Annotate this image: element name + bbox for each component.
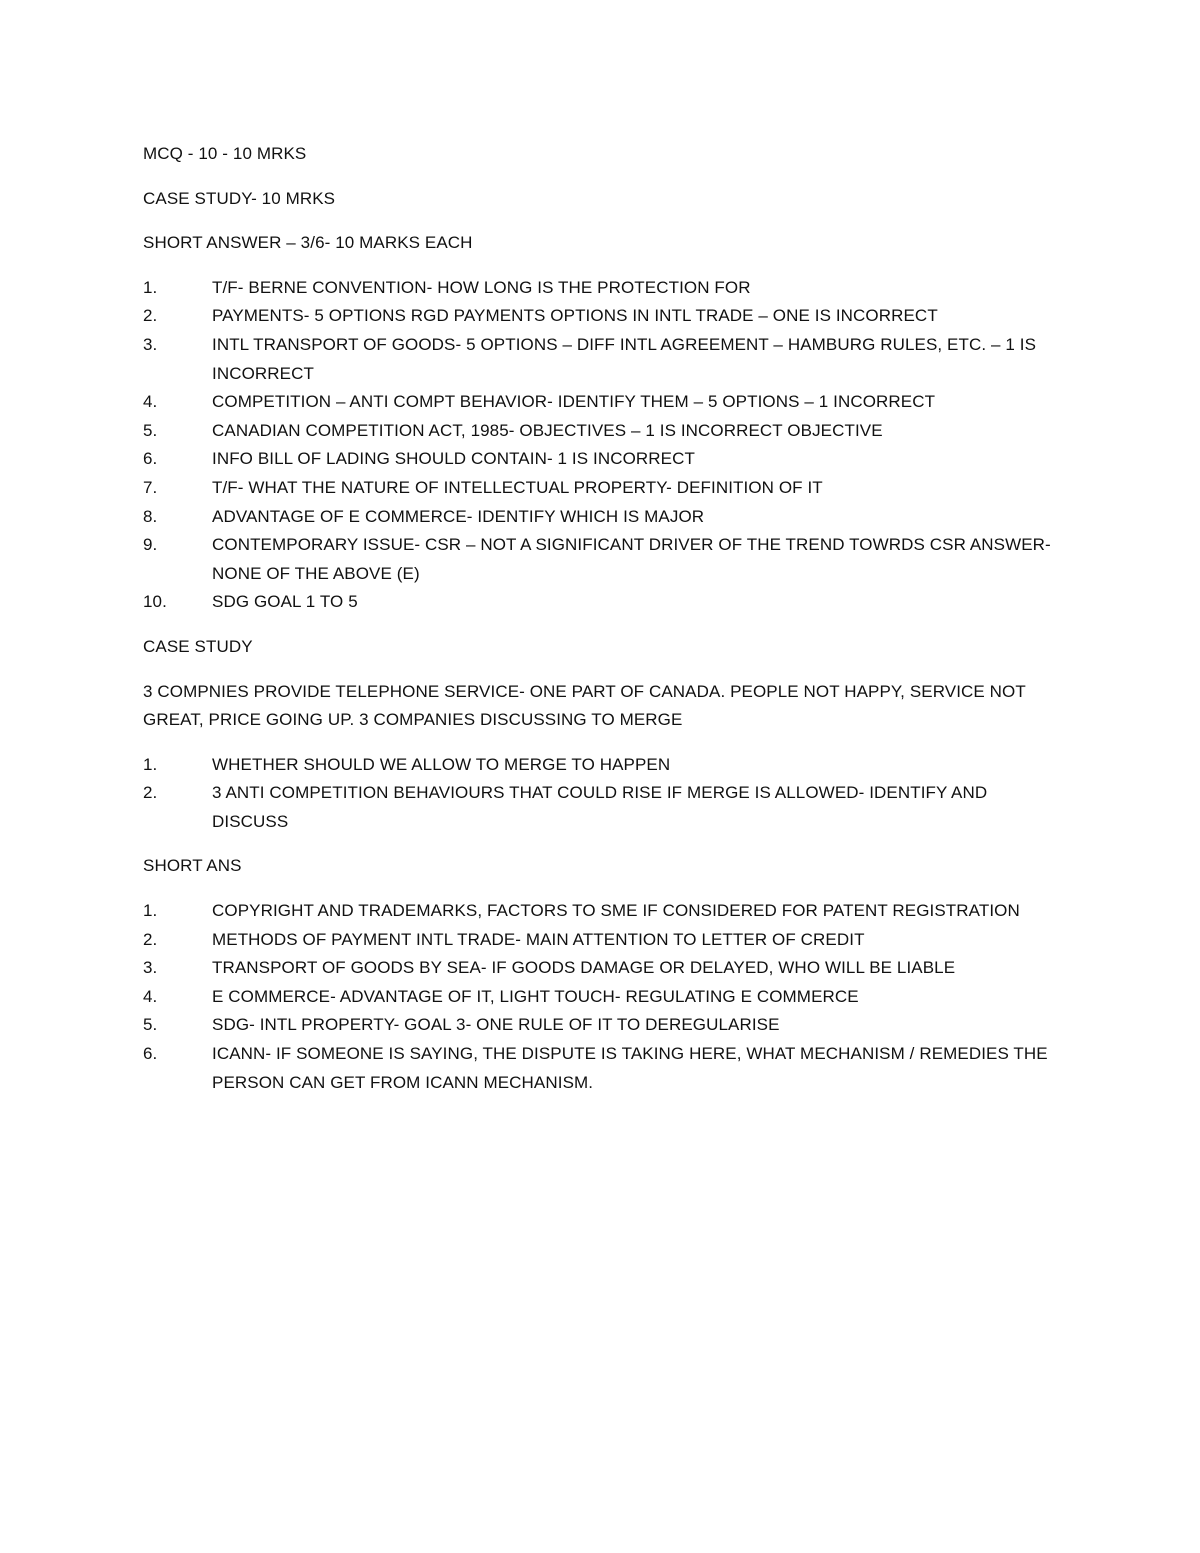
- case-study-marks-line: CASE STUDY- 10 MRKS: [143, 188, 336, 208]
- list-item-text: PAYMENTS- 5 OPTIONS RGD PAYMENTS OPTIONS IN INTL TRADE – ONE IS INCORRECT: [212, 306, 938, 326]
- mcq-list-item: [143, 503, 1053, 532]
- list-number: 7.: [143, 477, 158, 497]
- list-number: 2.: [143, 306, 158, 326]
- list-item-text: METHODS OF PAYMENT INTL TRADE- MAIN ATTENTION TO LETTER OF CREDIT: [212, 929, 865, 949]
- mcq-list-item: [143, 445, 1053, 474]
- short-list-item: [143, 954, 1053, 983]
- list-item-text: CANADIAN COMPETITION ACT, 1985- OBJECTIVES – 1 IS INCORRECT OBJECTIVE: [212, 420, 883, 440]
- list-item-text: COPYRIGHT AND TRADEMARKS, FACTORS TO SME IF CONSIDERED FOR PATENT REGISTRATION: [212, 901, 1020, 921]
- list-number: 1.: [143, 901, 158, 921]
- list-item-text: 3 ANTI COMPETITION BEHAVIOURS THAT COULD RISE IF MERGE IS ALLOWED- IDENTIFY AND DISCUSS: [212, 783, 988, 831]
- list-item-text: TRANSPORT OF GOODS BY SEA- IF GOODS DAMAGE OR DELAYED, WHO WILL BE LIABLE: [212, 958, 956, 978]
- short-list-item: [143, 1011, 1053, 1040]
- case-study-heading: CASE STUDY: [143, 636, 253, 656]
- case-study-text: 3 COMPNIES PROVIDE TELEPHONE SERVICE- ONE PART OF CANADA. PEOPLE NOT HAPPY, SERVICE NOT GREAT, PRICE GOING UP. 3 COMPANIES DISCUSSING TO MERGE: [143, 681, 1031, 730]
- case-list-item: [143, 779, 1053, 836]
- mcq-list-item: [143, 531, 1053, 588]
- mcq-list-item: [143, 474, 1053, 503]
- list-number: 5.: [143, 420, 158, 440]
- list-item-text: COMPETITION – ANTI COMPT BEHAVIOR- IDENTIFY THEM – 5 OPTIONS – 1 INCORRECT: [212, 392, 936, 412]
- short-list-item: [143, 1040, 1053, 1097]
- mcq-list-item: [143, 417, 1053, 446]
- list-item-text: ADVANTAGE OF E COMMERCE- IDENTIFY WHICH IS MAJOR: [212, 506, 705, 526]
- case-study-list: [143, 751, 1053, 837]
- list-item-text: E COMMERCE- ADVANTAGE OF IT, LIGHT TOUCH- REGULATING E COMMERCE: [212, 986, 859, 1006]
- list-number: 9.: [143, 535, 158, 555]
- list-item-text: CONTEMPORARY ISSUE- CSR – NOT A SIGNIFICANT DRIVER OF THE TREND TOWRDS CSR ANSWER- NONE OF THE ABOVE (E): [212, 535, 1051, 583]
- mcq-marks-line: MCQ - 10 - 10 MRKS: [143, 144, 307, 163]
- list-item-text: ICANN- IF SOMEONE IS SAYING, THE DISPUTE IS TAKING HERE, WHAT MECHANISM / REMEDIES THE PERSON CAN GET FROM ICANN MECHANISM.: [212, 1044, 1048, 1092]
- mcq-list-item: [143, 331, 1053, 388]
- list-number: 1.: [143, 754, 158, 774]
- list-item-text: SDG GOAL 1 TO 5: [212, 592, 358, 612]
- document-page: [143, 140, 1053, 1113]
- list-item-text: INTL TRANSPORT OF GOODS- 5 OPTIONS – DIFF INTL AGREEMENT – HAMBURG RULES, ETC. – 1 IS INCORRECT: [212, 334, 1037, 383]
- short-list-item: [143, 897, 1053, 926]
- list-item-text: T/F- BERNE CONVENTION- HOW LONG IS THE PROTECTION FOR: [212, 277, 751, 297]
- list-number: 1.: [143, 277, 158, 297]
- short-answer-list: [143, 897, 1053, 1097]
- mcq-list: [143, 274, 1053, 617]
- mcq-list-item: [143, 588, 1053, 617]
- list-item-text: INFO BILL OF LADING SHOULD CONTAIN- 1 IS INCORRECT: [212, 449, 695, 469]
- list-number: 8.: [143, 506, 158, 526]
- short-ans-heading: SHORT ANS: [143, 856, 242, 876]
- list-number: 3.: [143, 334, 158, 354]
- mcq-list-item: [143, 388, 1053, 417]
- list-number: 4.: [143, 392, 158, 412]
- list-number: 10.: [143, 592, 167, 612]
- mcq-list-item: [143, 274, 1053, 303]
- list-number: 6.: [143, 1044, 158, 1064]
- short-list-item: [143, 926, 1053, 955]
- short-answer-marks-line: SHORT ANSWER – 3/6- 10 MARKS EACH: [143, 233, 473, 253]
- list-item-text: WHETHER SHOULD WE ALLOW TO MERGE TO HAPPEN: [212, 754, 671, 774]
- list-number: 2.: [143, 783, 158, 803]
- list-number: 6.: [143, 449, 158, 469]
- list-number: 5.: [143, 1015, 158, 1035]
- list-number: 2.: [143, 929, 158, 949]
- list-item-text: SDG- INTL PROPERTY- GOAL 3- ONE RULE OF IT TO DEREGULARISE: [212, 1015, 780, 1035]
- case-list-item: [143, 751, 1053, 780]
- short-list-item: [143, 983, 1053, 1012]
- list-number: 3.: [143, 958, 158, 978]
- list-item-text: T/F- WHAT THE NATURE OF INTELLECTUAL PROPERTY- DEFINITION OF IT: [212, 477, 823, 497]
- list-number: 4.: [143, 986, 158, 1006]
- mcq-list-item: [143, 302, 1053, 331]
